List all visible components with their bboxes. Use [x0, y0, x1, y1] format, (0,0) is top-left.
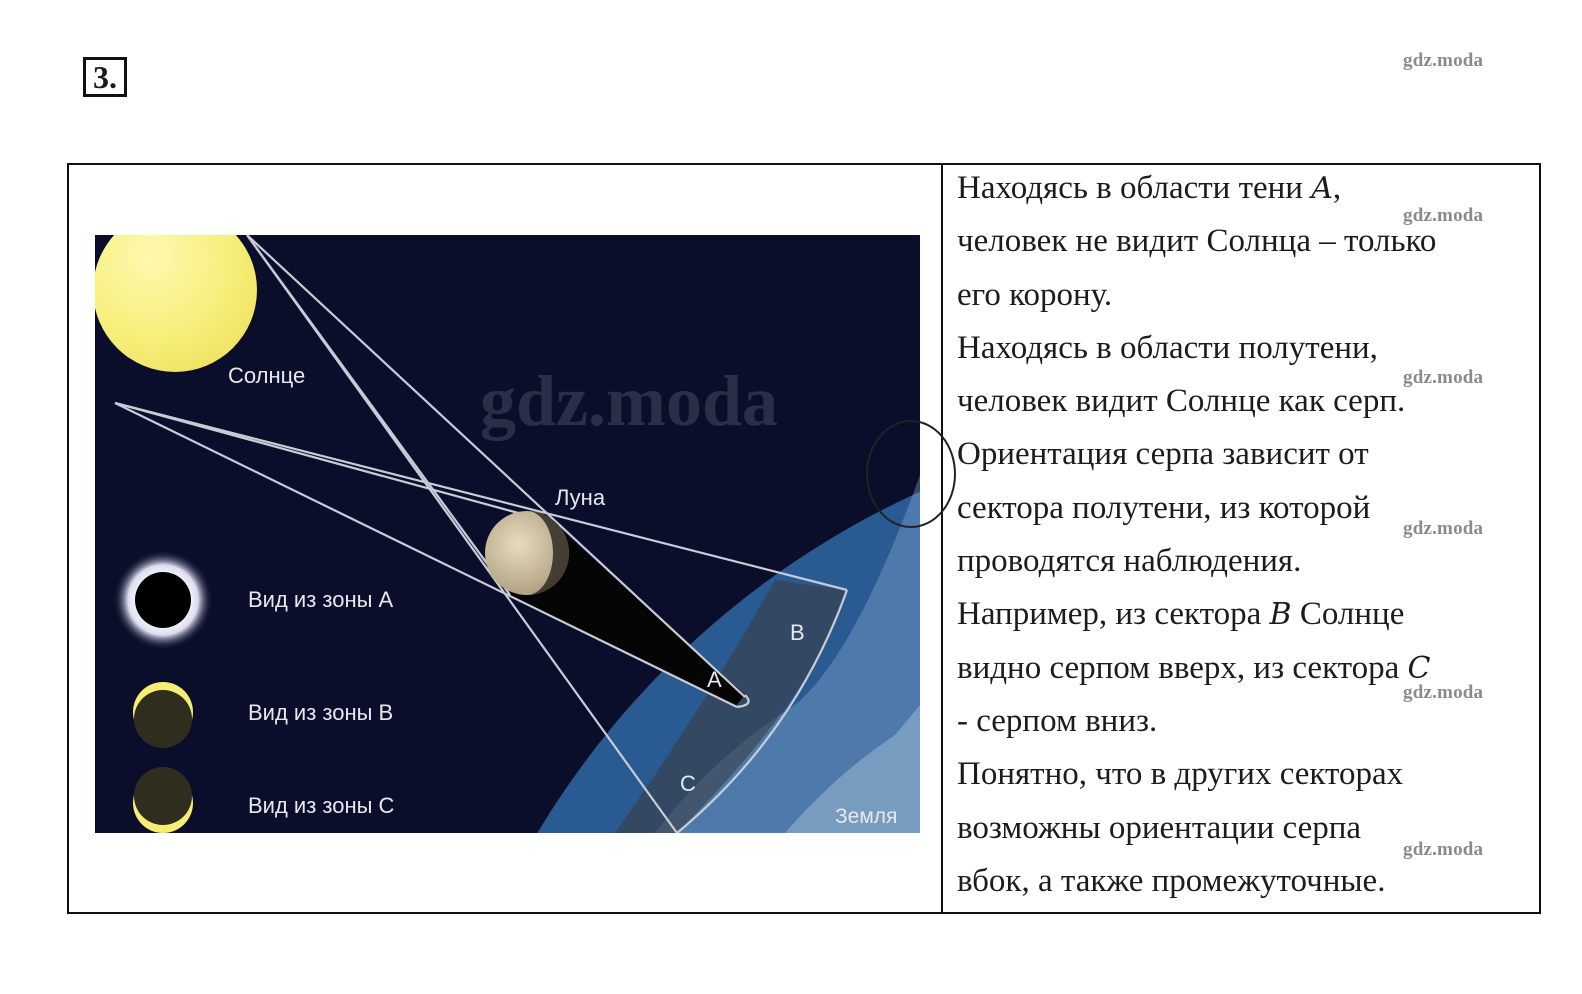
moon-label: Луна — [555, 485, 606, 510]
watermark: gdz.moda — [1403, 205, 1484, 226]
watermark: gdz.moda — [1403, 50, 1484, 71]
answer-line: сектора полутени, из которой — [957, 489, 1371, 526]
watermark: gdz.moda — [1403, 518, 1484, 539]
watermark: gdz.moda — [1403, 682, 1484, 703]
answer-text — [957, 162, 1537, 908]
crescent-view-b — [133, 682, 193, 748]
watermark: gdz.moda — [1403, 839, 1484, 860]
answer-line: проводятся наблюдения. — [957, 543, 1302, 580]
view-b-label: Вид из зоны В — [248, 700, 394, 725]
earth-label: Земля — [835, 805, 898, 828]
crescent-view-c — [133, 767, 193, 833]
answer-line: Находясь в области тени A, — [957, 170, 1342, 206]
answer-line: возможны ориентации серпа — [957, 809, 1362, 846]
answer-line: его корону. — [957, 276, 1113, 313]
answer-line: человек видит Солнце как серп. — [957, 383, 1406, 420]
answer-line: Понятно, что в других секторах — [957, 756, 1404, 793]
watermark: gdz.moda — [1403, 367, 1484, 388]
zone-a-label: A — [707, 667, 722, 692]
view-c-label: Вид из зоны С — [248, 793, 395, 818]
table-divider — [941, 163, 943, 914]
answer-line: Ориентация серпа зависит от — [957, 436, 1369, 473]
answer-line: человек не видит Солнца – только — [957, 223, 1437, 260]
answer-line: Находясь в области полутени, — [957, 329, 1378, 366]
view-a-label: Вид из зоны А — [248, 587, 394, 612]
answer-line: видно серпом вверх, из сектора C — [957, 649, 1431, 686]
overlay-circle — [866, 420, 956, 528]
answer-line: - серпом вниз. — [957, 702, 1158, 739]
zone-b-label: B — [790, 620, 805, 645]
answer-line: Например, из сектора B Солнце — [957, 596, 1405, 633]
eclipse-diagram — [95, 235, 920, 833]
figure-watermark: gdz.moda — [480, 361, 779, 441]
zone-c-label: C — [680, 771, 696, 796]
answer-line: вбок, а также промежуточные. — [957, 862, 1386, 899]
task-number: 3. — [83, 57, 127, 97]
sun-label: Солнце — [228, 363, 306, 388]
